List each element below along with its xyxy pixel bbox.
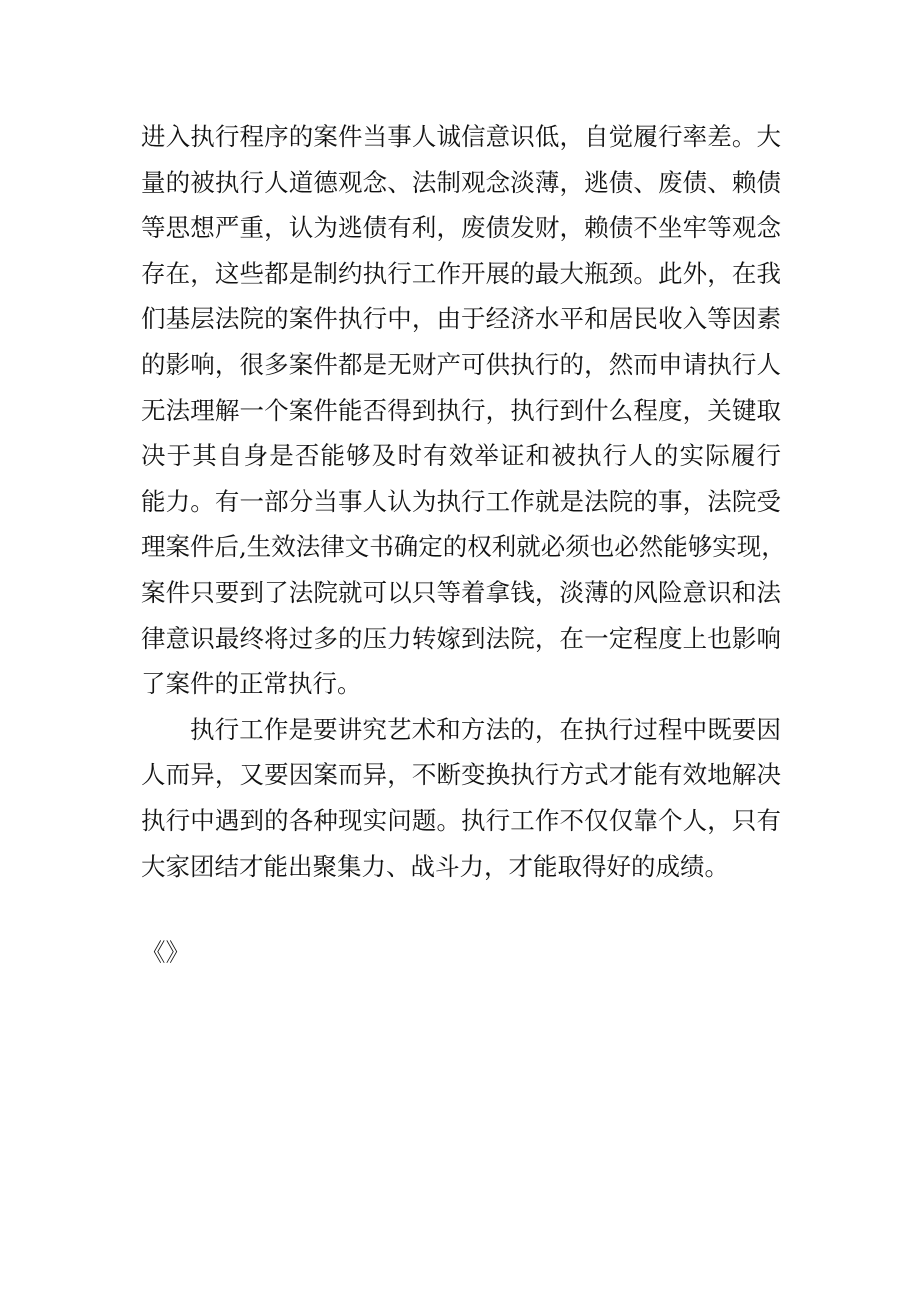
text-line: 案件只要到了法院就可以只等着拿钱，淡薄的风险意识和法 (141, 577, 781, 607)
text-line: 了案件的正常执行。 (141, 669, 362, 699)
text-line: 理案件后,生效法律文书确定的权利就必须也必然能够实现， (141, 532, 786, 562)
trailing-brackets: 《》 (141, 938, 190, 967)
paragraph-2 (141, 707, 781, 889)
paragraph-1 (141, 114, 786, 707)
text-line: 执行工作是要讲究艺术和方法的，在执行过程中既要因 (190, 714, 781, 744)
text-line: 量的被执行人道德观念、法制观念淡薄，逃债、废债、赖债 (141, 167, 781, 197)
text-line: 人而异，又要因案而异，不断变换执行方式才能有效地解决 (141, 760, 781, 790)
text-line: 等思想严重，认为逃债有利，废债发财，赖债不坐牢等观念 (141, 213, 781, 243)
text-line: 能力。有一部分当事人认为执行工作就是法院的事，法院受 (141, 486, 781, 516)
text-line: 无法理解一个案件能否得到执行，执行到什么程度，关键取 (141, 395, 781, 425)
text-line: 存在，这些都是制约执行工作开展的最大瓶颈。此外，在我 (141, 258, 781, 288)
text-line: 进入执行程序的案件当事人诚信意识低，自觉履行率差。大 (141, 122, 781, 151)
text-line: 律意识最终将过多的压力转嫁到法院，在一定程度上也影响 (141, 623, 781, 653)
text-line: 大家团结才能出聚集力、战斗力，才能取得好的成绩。 (141, 851, 729, 881)
text-line: 的影响，很多案件都是无财产可供执行的，然而申请执行人 (141, 349, 781, 379)
text-line: 决于其自身是否能够及时有效举证和被执行人的实际履行 (141, 441, 781, 471)
body-text (141, 114, 786, 889)
text-line: 们基层法院的案件执行中，由于经济水平和居民收入等因素 (141, 304, 781, 334)
text-line: 执行中遇到的各种现实问题。执行工作不仅仅靠个人，只有 (141, 805, 781, 835)
